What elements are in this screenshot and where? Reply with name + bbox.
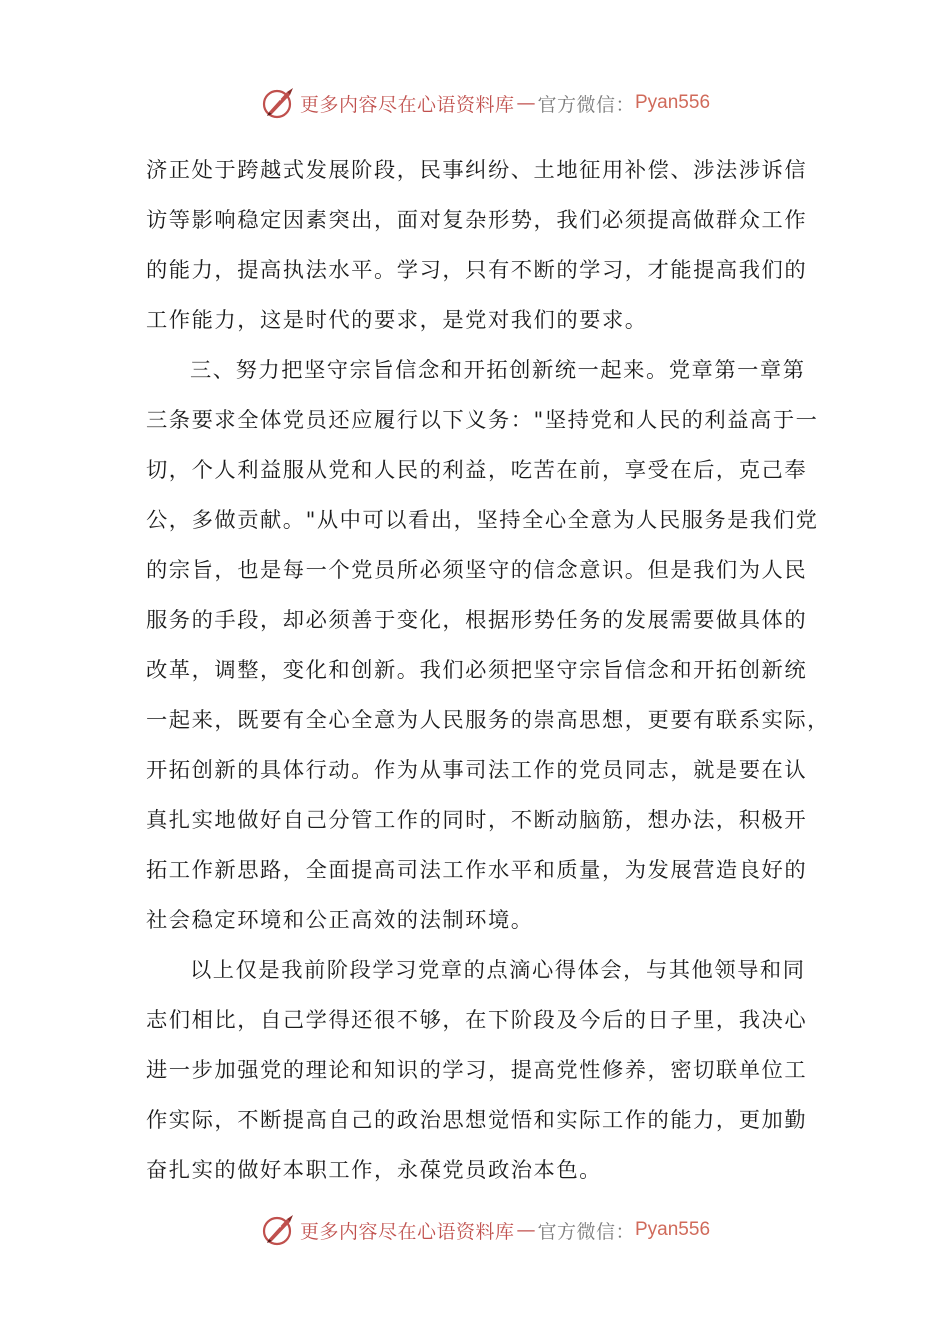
- banner-content: [260, 1212, 710, 1248]
- text-line: 公，多做贡献。"从中可以看出，坚持全心全意为人民服务是我们党: [146, 508, 819, 533]
- document-body: [146, 146, 830, 1196]
- text-line: 的宗旨，也是每一个党员所必须坚守的信念意识。但是我们为人民: [146, 558, 808, 583]
- text-line: 奋扎实的做好本职工作，永葆党员政治本色。: [146, 1158, 602, 1183]
- text-line: 进一步加强党的理论和知识的学习，提高党性修养，密切联单位工: [146, 1058, 808, 1083]
- text-line: 改革，调整，变化和创新。我们必须把坚守宗旨信念和开拓创新统: [146, 658, 808, 683]
- text-line: 拓工作新思路，全面提高司法工作水平和质量，为发展营造良好的: [146, 858, 808, 883]
- text-line: 志们相比，自己学得还很不够，在下阶段及今后的日子里，我决心: [146, 1008, 808, 1033]
- text-line: 的能力，提高执法水平。学习，只有不断的学习，才能提高我们的: [146, 258, 808, 283]
- paragraph-start-line: 以上仅是我前阶段学习党章的点滴心得体会，与其他领导和同: [190, 958, 806, 983]
- text-line: 切，个人利益服从党和人民的利益，吃苦在前，享受在后，克己奉: [146, 458, 808, 483]
- banner-content: [260, 85, 710, 121]
- banner-official-label: 官方微信：: [537, 1220, 635, 1243]
- header-banner: [0, 81, 950, 125]
- banner-main-text: 更多内容尽在心语资料库: [299, 1220, 515, 1243]
- banner-separator: —: [516, 92, 536, 114]
- banner-wechat-id: Pyan556: [635, 92, 711, 113]
- banner-official-label: 官方微信：: [537, 93, 635, 116]
- text-line: 社会稳定环境和公正高效的法制环境。: [146, 908, 534, 933]
- quill-pen-logo-icon: [260, 85, 296, 121]
- text-line: 作实际，不断提高自己的政治思想觉悟和实际工作的能力，更加勤: [146, 1108, 808, 1133]
- text-line: 三条要求全体党员还应履行以下义务："坚持党和人民的利益高于一: [146, 408, 819, 433]
- paragraph-start-line: 三、努力把坚守宗旨信念和开拓创新统一起来。党章第一章第: [190, 358, 806, 383]
- text-line: 开拓创新的具体行动。作为从事司法工作的党员同志，就是要在认: [146, 758, 808, 783]
- text-line: 工作能力，这是时代的要求，是党对我们的要求。: [146, 308, 648, 333]
- footer-banner: [0, 1208, 950, 1252]
- quill-pen-logo-icon: [260, 1212, 296, 1248]
- text-line: 济正处于跨越式发展阶段，民事纠纷、土地征用补偿、涉法涉诉信: [146, 158, 808, 183]
- text-line: 一起来，既要有全心全意为人民服务的崇高思想，更要有联系实际，: [146, 708, 830, 733]
- text-line: 真扎实地做好自己分管工作的同时，不断动脑筋，想办法，积极开: [146, 808, 808, 833]
- text-line: 访等影响稳定因素突出，面对复杂形势，我们必须提高做群众工作: [146, 208, 808, 233]
- banner-main-text: 更多内容尽在心语资料库: [299, 93, 515, 116]
- banner-separator: —: [516, 1219, 536, 1241]
- banner-wechat-id: Pyan556: [635, 1219, 711, 1240]
- text-line: 服务的手段，却必须善于变化，根据形势任务的发展需要做具体的: [146, 608, 808, 633]
